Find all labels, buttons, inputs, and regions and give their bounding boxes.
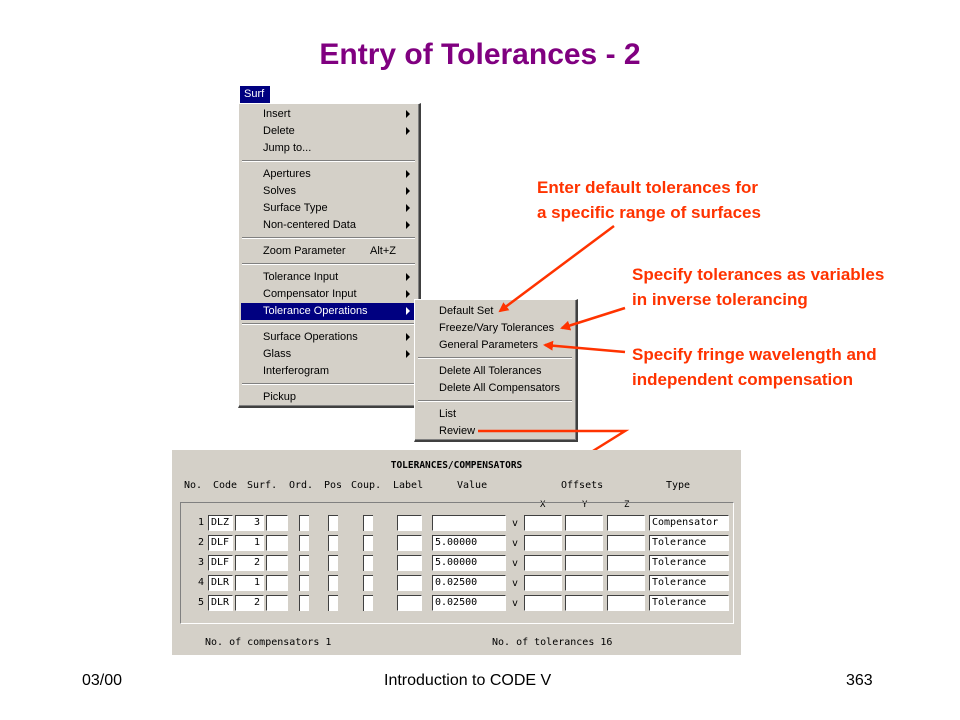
value-field[interactable] xyxy=(432,515,506,531)
coup-checkbox-2[interactable] xyxy=(363,575,373,591)
header-value: Value xyxy=(457,480,488,491)
compensator-count: No. of compensators 1 xyxy=(205,637,332,648)
vary-flag[interactable]: v xyxy=(512,558,519,569)
callout-line: Enter default tolerances for xyxy=(537,178,759,197)
callout-line: in inverse tolerancing xyxy=(632,290,808,309)
menu-item-label: Interferogram xyxy=(263,365,330,377)
offset-z-field[interactable] xyxy=(607,535,645,551)
menu-item-label: Jump to... xyxy=(263,142,312,154)
coup-checkbox-2[interactable] xyxy=(363,595,373,611)
label-field[interactable] xyxy=(397,515,422,531)
callout-line: independent compensation xyxy=(632,370,854,389)
header-type: Type xyxy=(666,480,691,491)
ord-field[interactable] xyxy=(266,555,288,571)
value-field[interactable]: 0.02500 xyxy=(432,575,506,591)
type-field[interactable]: Tolerance xyxy=(649,595,729,611)
menu-item-label: Default Set xyxy=(439,305,494,317)
coup-checkbox-2[interactable] xyxy=(363,515,373,531)
callout-line: Specify fringe wavelength and xyxy=(632,345,877,364)
row-number: 5 xyxy=(197,597,204,608)
offset-y-field[interactable] xyxy=(565,535,603,551)
menu-item-label: Surface Type xyxy=(263,202,328,214)
vary-flag[interactable]: v xyxy=(512,578,519,589)
header-pos: Pos xyxy=(324,480,343,491)
menu-item-label: Tolerance Operations xyxy=(263,305,368,317)
footer-page-number: 363 xyxy=(846,672,873,689)
tolerances-compensators-panel xyxy=(172,450,741,655)
coup-checkbox-2[interactable] xyxy=(363,555,373,571)
menu-item-label: Review xyxy=(439,425,476,437)
offset-y-field[interactable] xyxy=(565,555,603,571)
code-field[interactable]: DLF xyxy=(208,535,233,551)
surf-field[interactable]: 2 xyxy=(235,555,264,571)
header-coup: Coup. xyxy=(351,480,382,491)
value-field[interactable]: 0.02500 xyxy=(432,595,506,611)
coup-checkbox-2[interactable] xyxy=(363,535,373,551)
menu-item-label: List xyxy=(439,408,457,420)
arrow-to-general-parameters xyxy=(545,345,625,352)
ord-field[interactable] xyxy=(266,515,288,531)
type-field[interactable]: Tolerance xyxy=(649,575,729,591)
offset-y-field[interactable] xyxy=(565,595,603,611)
offset-z-field[interactable] xyxy=(607,555,645,571)
row-number: 3 xyxy=(197,557,204,568)
menu-item-label: Compensator Input xyxy=(263,288,357,300)
pos-checkbox[interactable] xyxy=(299,515,309,531)
offset-y-field[interactable] xyxy=(565,515,603,531)
offset-x-field[interactable] xyxy=(524,595,562,611)
offset-x-field[interactable] xyxy=(524,575,562,591)
type-field[interactable]: Tolerance xyxy=(649,555,729,571)
header-surf: Surf. xyxy=(247,480,278,491)
arrow-to-freeze-vary xyxy=(562,308,625,328)
label-field[interactable] xyxy=(397,575,422,591)
coup-checkbox[interactable] xyxy=(328,595,338,611)
offset-x-field[interactable] xyxy=(524,555,562,571)
menu-item-label: Insert xyxy=(263,108,291,120)
surf-menu-title[interactable]: Surf xyxy=(240,86,270,103)
value-field[interactable]: 5.00000 xyxy=(432,555,506,571)
pos-checkbox[interactable] xyxy=(299,555,309,571)
header-ord: Ord. xyxy=(289,480,314,491)
menu-item-label: Surface Operations xyxy=(263,331,358,343)
code-field[interactable]: DLF xyxy=(208,555,233,571)
header-offsets: Offsets xyxy=(561,480,604,491)
menu-item-label: Glass xyxy=(263,348,292,360)
type-field[interactable]: Compensator xyxy=(649,515,729,531)
tolerance-count: No. of tolerances 16 xyxy=(492,637,613,648)
pos-checkbox[interactable] xyxy=(299,595,309,611)
ord-field[interactable] xyxy=(266,595,288,611)
type-field[interactable]: Tolerance xyxy=(649,535,729,551)
coup-checkbox[interactable] xyxy=(328,575,338,591)
header-code: Code xyxy=(213,480,238,491)
surf-field[interactable]: 1 xyxy=(235,535,264,551)
offset-x-field[interactable] xyxy=(524,515,562,531)
vary-flag[interactable]: v xyxy=(512,598,519,609)
header-label: Label xyxy=(393,480,424,491)
row-number: 2 xyxy=(197,537,204,548)
offset-z-field[interactable] xyxy=(607,515,645,531)
callout-line: a specific range of surfaces xyxy=(537,203,761,222)
vary-flag[interactable]: v xyxy=(512,538,519,549)
code-field[interactable]: DLR xyxy=(208,575,233,591)
offset-z-field[interactable] xyxy=(607,595,645,611)
menu-item-label: Delete All Compensators xyxy=(439,382,561,394)
menu-item-label: Pickup xyxy=(263,391,297,403)
slide-title: Entry of Tolerances - 2 xyxy=(319,38,641,71)
header-x: X xyxy=(540,500,546,510)
menu-item-label: Freeze/Vary Tolerances xyxy=(439,322,555,334)
menu-item-label: Solves xyxy=(263,185,297,197)
menu-item-label: Zoom Parameter xyxy=(263,245,346,257)
ord-field[interactable] xyxy=(266,575,288,591)
header-z: Z xyxy=(624,500,630,510)
header-y: Y xyxy=(582,500,588,510)
menu-item-label: Non-centered Data xyxy=(263,219,356,231)
callout-line: Specify tolerances as variables xyxy=(632,265,885,284)
pos-checkbox[interactable] xyxy=(299,535,309,551)
offset-x-field[interactable] xyxy=(524,535,562,551)
menu-item-label: General Parameters xyxy=(439,339,539,351)
label-field[interactable] xyxy=(397,535,422,551)
offset-y-field[interactable] xyxy=(565,575,603,591)
surf-field[interactable]: 2 xyxy=(235,595,264,611)
offset-z-field[interactable] xyxy=(607,575,645,591)
code-field[interactable]: DLZ xyxy=(208,515,233,531)
footer-date: 03/00 xyxy=(82,672,123,689)
code-field[interactable]: DLR xyxy=(208,595,233,611)
coup-checkbox[interactable] xyxy=(328,515,338,531)
menu-item-label: Tolerance Input xyxy=(263,271,339,283)
vary-flag[interactable]: v xyxy=(512,518,519,529)
pos-checkbox[interactable] xyxy=(299,575,309,591)
menu-shortcut: Alt+Z xyxy=(370,245,396,257)
coup-checkbox[interactable] xyxy=(328,535,338,551)
arrow-to-default-set xyxy=(500,226,614,311)
menu-item-label: Delete xyxy=(263,125,295,137)
panel-title: TOLERANCES/COMPENSATORS xyxy=(390,460,523,471)
menu-item-label: Apertures xyxy=(263,168,311,180)
footer-course-title: Introduction to CODE V xyxy=(384,672,552,689)
ord-field[interactable] xyxy=(266,535,288,551)
header-no: No. xyxy=(184,480,203,491)
coup-checkbox[interactable] xyxy=(328,555,338,571)
row-number: 4 xyxy=(197,577,204,588)
surf-field[interactable]: 3 xyxy=(235,515,264,531)
value-field[interactable]: 5.00000 xyxy=(432,535,506,551)
menu-item-label: Delete All Tolerances xyxy=(439,365,542,377)
surf-field[interactable]: 1 xyxy=(235,575,264,591)
label-field[interactable] xyxy=(397,555,422,571)
label-field[interactable] xyxy=(397,595,422,611)
row-number: 1 xyxy=(197,517,204,528)
